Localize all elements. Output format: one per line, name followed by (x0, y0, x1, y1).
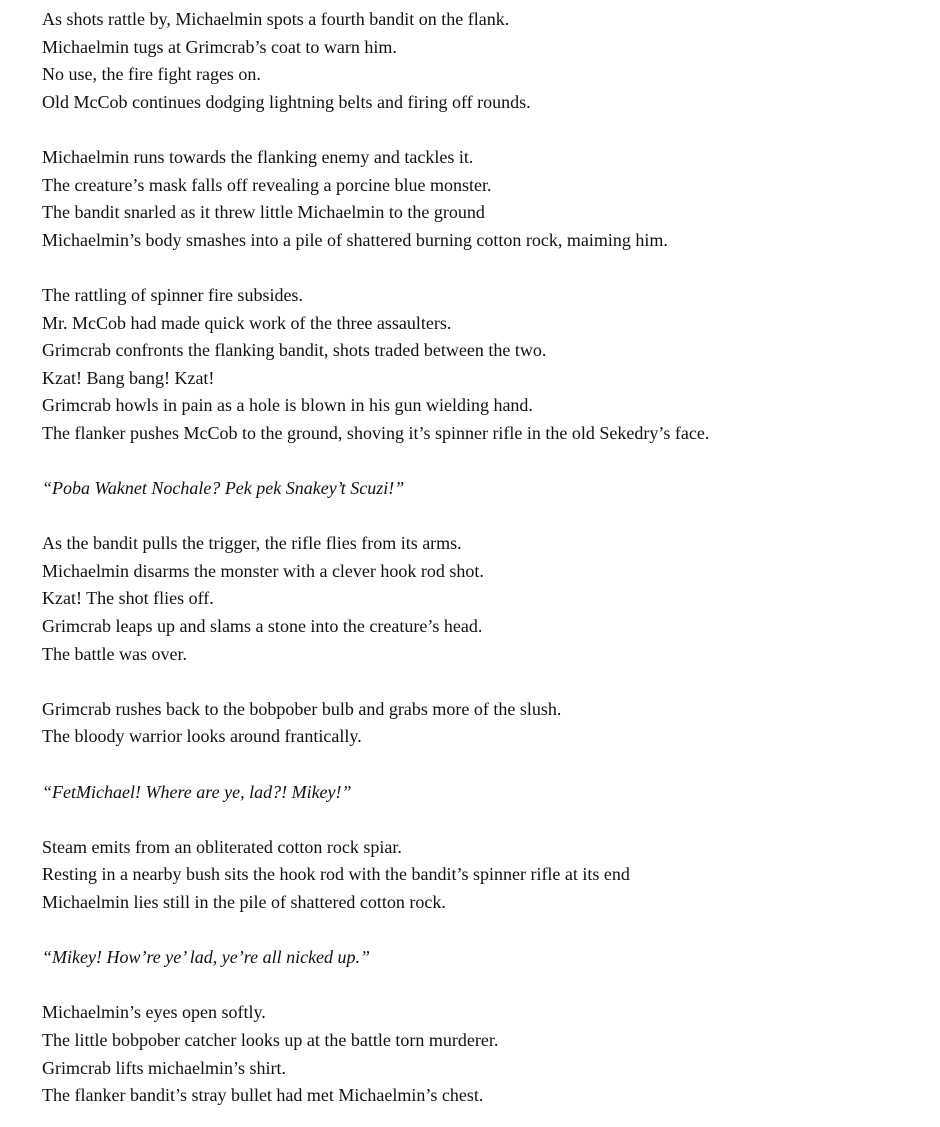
paragraph-spacer (42, 806, 922, 834)
text-line: As the bandit pulls the trigger, the rifle flies from its arms. (42, 533, 462, 554)
paragraph-spacer (42, 668, 922, 696)
text-line: Kzat! Bang bang! Kzat! (42, 367, 215, 388)
paragraph-spacer (42, 503, 922, 531)
text-line: Resting in a nearby bush sits the hook rod with the bandit’s spinner rifle at its end (42, 864, 630, 885)
document-body (42, 6, 922, 1110)
dialogue-paragraph (42, 779, 922, 807)
text-line: The bandit snarled as it threw little Michaelmin to the ground (42, 202, 485, 223)
text-line: Steam emits from an obliterated cotton rock spiar. (42, 836, 402, 857)
text-line: Grimcrab lifts michaelmin’s shirt. (42, 1057, 286, 1078)
dialogue-line: “Mikey! How’re ye’ lad, ye’re all nicked up.” (42, 947, 371, 968)
text-line: The flanker pushes McCob to the ground, shoving it’s spinner rifle in the old Sekedry’s face. (42, 422, 710, 443)
text-line: Michaelmin’s eyes open softly. (42, 1002, 266, 1023)
dialogue-paragraph (42, 475, 922, 503)
text-line: Grimcrab rushes back to the bobpober bulb and grabs more of the slush. (42, 698, 562, 719)
text-line: Michaelmin disarms the monster with a clever hook rod shot. (42, 560, 484, 581)
text-line: The creature’s mask falls off revealing a porcine blue monster. (42, 174, 492, 195)
narration-paragraph (42, 530, 922, 668)
narration-paragraph (42, 999, 922, 1109)
dialogue-line: “Poba Waknet Nochale? Pek pek Snakey’t Scuzi!” (42, 478, 405, 499)
narration-paragraph (42, 144, 922, 254)
paragraph-spacer (42, 116, 922, 144)
paragraph-spacer (42, 448, 922, 476)
narration-paragraph (42, 6, 922, 116)
text-line: The battle was over. (42, 643, 187, 664)
text-line: Michaelmin’s body smashes into a pile of shattered burning cotton rock, maiming him. (42, 229, 668, 250)
text-line: No use, the fire fight rages on. (42, 64, 261, 85)
dialogue-line: “FetMichael! Where are ye, lad?! Mikey!” (42, 781, 352, 802)
narration-paragraph (42, 282, 922, 448)
narration-paragraph (42, 834, 922, 917)
text-line: Mr. McCob had made quick work of the three assaulters. (42, 312, 452, 333)
text-line: Michaelmin runs towards the flanking enemy and tackles it. (42, 146, 474, 167)
paragraph-spacer (42, 751, 922, 779)
paragraph-spacer (42, 972, 922, 1000)
paragraph-spacer (42, 917, 922, 945)
text-line: Kzat! The shot flies off. (42, 588, 214, 609)
text-line: Old McCob continues dodging lightning belts and firing off rounds. (42, 91, 531, 112)
text-line: The flanker bandit’s stray bullet had met Michaelmin’s chest. (42, 1085, 484, 1106)
text-line: Grimcrab confronts the flanking bandit, shots traded between the two. (42, 340, 547, 361)
text-line: The little bobpober catcher looks up at the battle torn murderer. (42, 1029, 499, 1050)
text-line: As shots rattle by, Michaelmin spots a fourth bandit on the flank. (42, 9, 510, 29)
text-line: Grimcrab leaps up and slams a stone into the creature’s head. (42, 616, 483, 637)
paragraph-spacer (42, 254, 922, 282)
text-line: The bloody warrior looks around frantically. (42, 726, 362, 747)
text-line: Michaelmin tugs at Grimcrab’s coat to warn him. (42, 36, 397, 57)
narration-paragraph (42, 696, 922, 751)
text-line: Grimcrab howls in pain as a hole is blown in his gun wielding hand. (42, 395, 533, 416)
text-line: Michaelmin lies still in the pile of shattered cotton rock. (42, 892, 446, 912)
text-line: The rattling of spinner fire subsides. (42, 284, 303, 305)
dialogue-paragraph (42, 944, 922, 972)
